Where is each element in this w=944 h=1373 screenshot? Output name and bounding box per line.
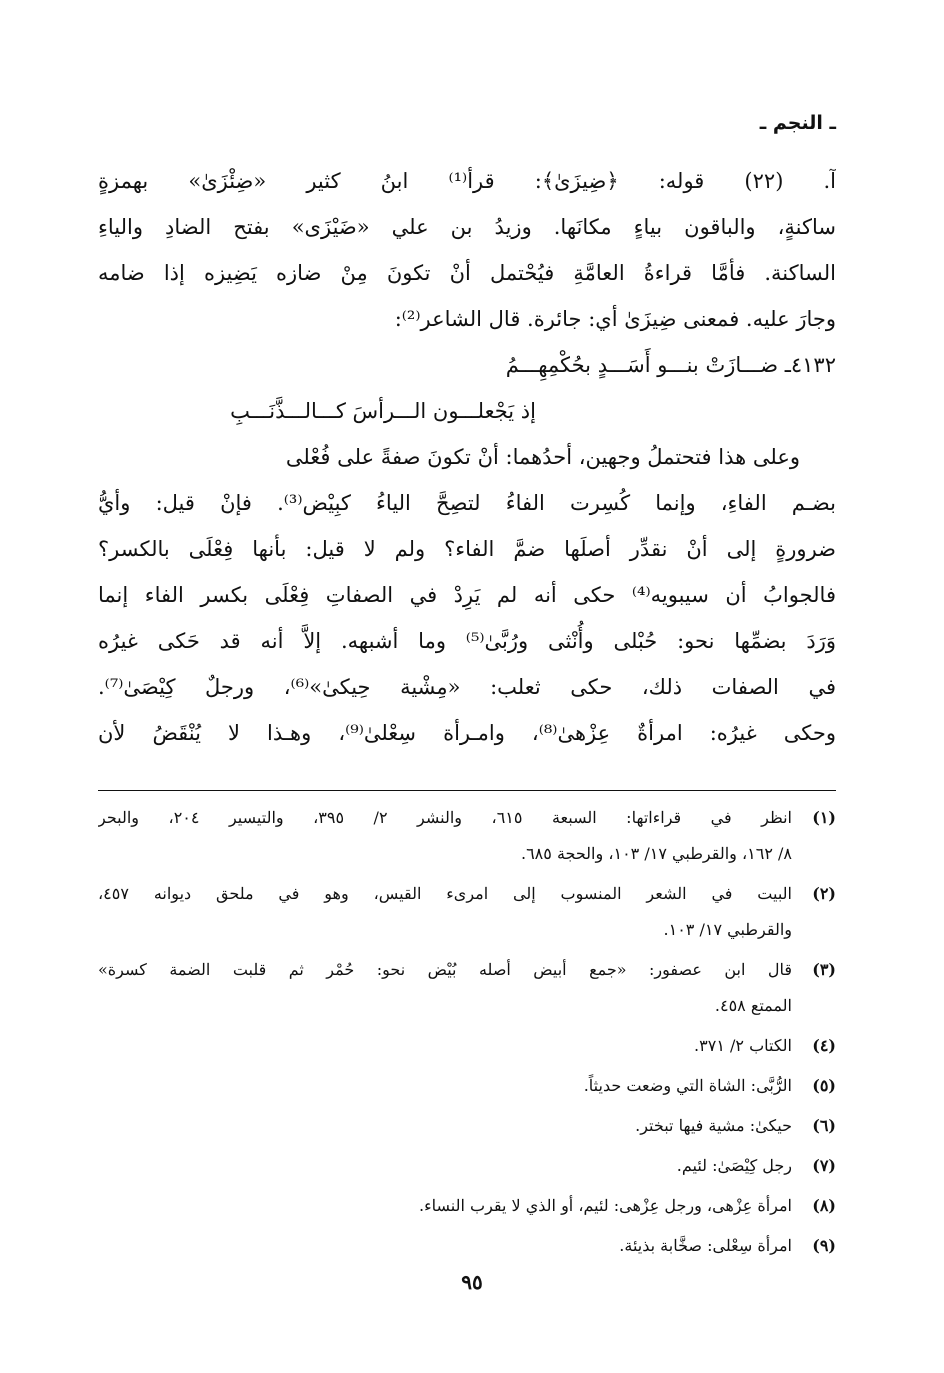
- text-line: ٤١٣٢ـ ضـــازَتْ بنـــو أَسَـــدٍ بحُكْمِهِـــمُ: [505, 353, 836, 377]
- footnote-text: [98, 1068, 792, 1104]
- footnote: [98, 952, 836, 1024]
- footnote-text: [98, 876, 792, 948]
- footnote-number: (٢): [812, 884, 836, 903]
- footnote-text: [98, 1108, 792, 1144]
- footnote-line: والقرطبي ١٧/ ١٠٣.: [663, 920, 792, 939]
- footnote: [98, 1068, 836, 1104]
- footnote-number: (٦): [812, 1116, 836, 1135]
- footnote-number: (٥): [812, 1076, 836, 1095]
- footnote-line: رجل كِيْصَىٰ: لئيم.: [676, 1156, 792, 1175]
- footnote-number: (٧): [812, 1156, 836, 1175]
- text-line: إذ يَجْعلـــون الـــرأسَ كـــالـــذَّنَـــبِ: [230, 399, 536, 423]
- text-line: في الصفات ذلك، حكى ثعلب: «مِشْية حِيكىٰ»⁽⁶⁾، ورجلٌ كِيْصَىٰ⁽⁷⁾.: [98, 675, 836, 699]
- footnote-text: [98, 800, 792, 872]
- footnote-line: حيكىٰ: مشية فيها تبختر.: [635, 1116, 792, 1135]
- footnote-text: [98, 1148, 792, 1184]
- text-line: وَرَدَ بضمِّها نحو: حُبْلى وأُنْثى ورُبَّىٰ⁽⁵⁾ وما أشبهه. إلاَّ أنه قد حَكى غيرُه: [98, 629, 836, 653]
- text-line: فالجوابُ أن سيبويه⁽⁴⁾ حكى أنه لم يَرِدْ في الصفاتِ فِعْلَى بكسر الفاء إنما: [98, 583, 836, 607]
- footnote-text: [98, 952, 792, 1024]
- footnote-text: [98, 1228, 792, 1264]
- text-line: ساكنةٍ، والباقون بياءٍ مكانَها. وزيدُ بن علي «ضَيْزَى» بفتح الضادِ والياءِ: [98, 215, 836, 239]
- footnote: [98, 1228, 836, 1264]
- text-line: الساكنة. فأمَّا قراءةُ العامَّةِ فيُحْتمل أنْ تكونَ مِنْ ضازه يَضِيزه إذا ضامه: [98, 261, 836, 285]
- running-head: ـ النجم ـ: [759, 112, 836, 134]
- footnote-line: انظر في قراءاتها: السبعة ٦١٥، والنشر ٢/ ٣٩٥، والتيسير ٢٠٤، والبحر: [98, 808, 792, 827]
- footnote-number: (١): [812, 808, 836, 827]
- footnote-number: (٨): [812, 1196, 836, 1215]
- footnote-line: الرُّبَّى: الشاة التي وضعت حديثاً.: [583, 1076, 792, 1095]
- footnote-text: [98, 1188, 792, 1224]
- footnote: [98, 876, 836, 948]
- footnote-line: امرأة عِزْهى، ورجل عِزْهى: لئيم، أو الذي لا يقرب النساء.: [419, 1196, 792, 1215]
- footnote: [98, 1108, 836, 1144]
- footnote-number: (٣): [812, 960, 836, 979]
- text-line: ضرورةٍ إلى أنْ نقدِّر أصلَها ضمَّ الفاء؟ ولم لا قيل: بأنها فِعْلَى بالكسر؟: [98, 537, 836, 561]
- text-line: آ. (٢٢) قوله: ﴿ضِيزَىٰ﴾: قرأ⁽¹⁾ ابنُ كثير «ضِئْزَىٰ» بهمزةٍ: [98, 169, 836, 193]
- footnote-line: البيت في الشعر المنسوب إلى امرىء القيس، وهو في ملحق ديوانه ٤٥٧،: [98, 884, 792, 903]
- text-line: وجارَ عليه. فمعنى ضِيزَىٰ أي: جائرة. قال الشاعر⁽²⁾:: [394, 307, 836, 331]
- footnote: [98, 800, 836, 872]
- footnote-number: (٤): [812, 1036, 836, 1055]
- footnote-line: قال ابن عصفور: «جمع أبيض أصله بُيْض نحو: حُمْر ثم قلبت الضمة كسرة»: [98, 960, 792, 979]
- text-line: وحكى غيرُه: امرأةٌ عِزْهىٰ⁽⁸⁾، وامـرأة سِعْلىٰ⁽⁹⁾، وهـذا لا يُنْقَضُ لأن: [98, 721, 836, 745]
- page-number: ٩٥: [461, 1270, 483, 1294]
- text-line: بضـم الفاءِ، وإنما كُسِرت الفاءُ لتصِحَّ الياءُ كبِيْض⁽³⁾. فإنْ قيل: وأيُّ: [98, 491, 836, 515]
- footnote-line: ٨/ ١٦٢، والقرطبي ١٧/ ١٠٣، والحجة ٦٨٥.: [520, 844, 792, 863]
- text-line: وعلى هذا فتحتملُ وجهين، أحدُهما: أنْ تكونَ صفةً على فُعْلى: [285, 445, 800, 469]
- footnote-line: امرأة سِعْلى: صخَّابة بذيئة.: [619, 1236, 792, 1255]
- footnote-line: الممتع ٤٥٨.: [714, 996, 792, 1015]
- main-text: [98, 158, 836, 756]
- footnote-divider: [98, 790, 836, 791]
- footnote-line: الكتاب ٢/ ٣٧١.: [694, 1036, 792, 1055]
- footnote: [98, 1188, 836, 1224]
- footnote-number: (٩): [812, 1236, 836, 1255]
- footnotes: [98, 800, 836, 1268]
- footnote: [98, 1148, 836, 1184]
- footnote: [98, 1028, 836, 1064]
- footnote-text: [98, 1028, 792, 1064]
